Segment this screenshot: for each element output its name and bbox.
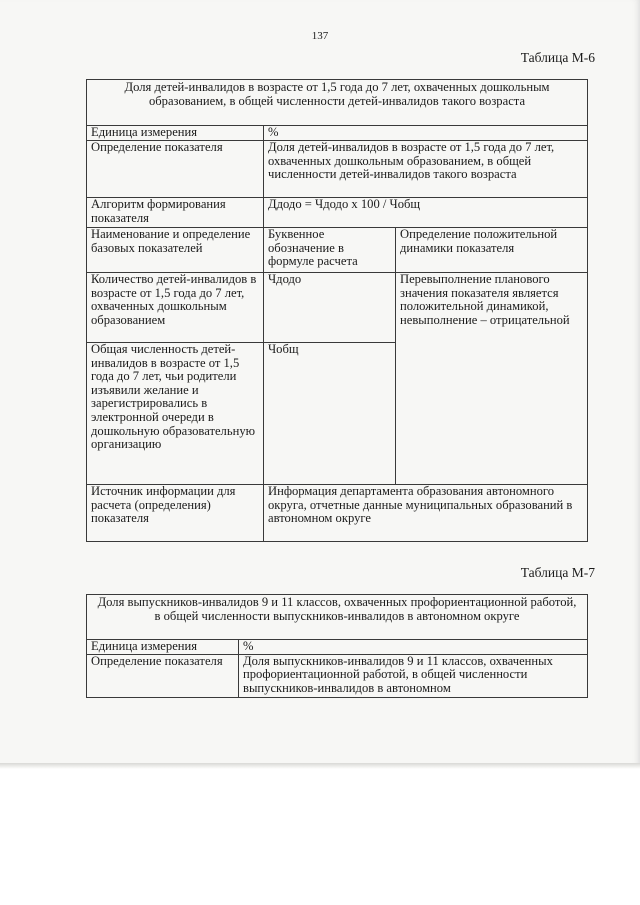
m6-row1-name: Количество детей-инвалидов в возрасте от 1,5 года до 7 лет, охваченных дошкольным образованием [87,273,264,343]
m6-unit-label: Единица измерения [87,126,264,141]
page-number: 137 [311,30,329,42]
table-m6 [86,79,588,542]
m7-definition-value: Доля выпускников-инвалидов 9 и 11 классов, охваченных профориентационной работой, в общей численности выпускников-инвалидов в автономном [239,654,588,697]
m6-definition-label: Определение показателя [87,141,264,198]
m6-source-label: Источник информации для расчета (определения) показателя [87,485,264,542]
m6-unit-value: % [264,126,588,141]
table-m6-caption: Таблица М-6 [520,50,595,65]
table-m7 [86,594,588,698]
m7-unit-value: % [239,640,588,655]
scan-edge [0,763,640,769]
m6-row1-symbol: Чдодо [264,273,396,343]
m6-row2-symbol: Чобщ [264,343,396,485]
m6-header-symbols: Буквенное обозначение в формуле расчета [264,228,396,273]
table-m6-title: Доля детей-инвалидов в возрасте от 1,5 года до 7 лет, охваченных дошкольным образованием, в общей численности детей-инвалидов такого возраста [87,80,588,126]
m7-definition-label: Определение показателя [87,654,239,697]
table-m7-title: Доля выпускников-инвалидов 9 и 11 классов, охваченных профориентационной работой, в общей численности выпускников-инвалидов в автономном округе [87,595,588,640]
m6-header-names: Наименование и определение базовых показателей [87,228,264,273]
m6-definition-value: Доля детей-инвалидов в возрасте от 1,5 года до 7 лет, охваченных дошкольным образованием, в общей численности детей-инвалидов такого возраста [264,141,588,198]
m6-algorithm-label: Алгоритм формирования показателя [87,198,264,228]
m7-unit-label: Единица измерения [87,640,239,655]
m6-algorithm-value: Ддодо = Чдодо х 100 / Чобщ [264,198,588,228]
m6-row2-name: Общая численность детей-инвалидов в возрасте от 1,5 года до 7 лет, чьи родители изъявили желание и зарегистрировались в электронной очереди в дошкольную образовательную организацию [87,343,264,485]
m6-source-value: Информация департамента образования автономного округа, отчетные данные муниципальных образований в автономном округе [264,485,588,542]
m6-dynamics: Перевыполнение планового значения показателя является положительной динамикой, невыполнение – отрицательной [396,273,588,485]
table-m7-caption: Таблица М-7 [520,565,595,580]
m6-header-dynamics: Определение положительной динамики показателя [396,228,588,273]
